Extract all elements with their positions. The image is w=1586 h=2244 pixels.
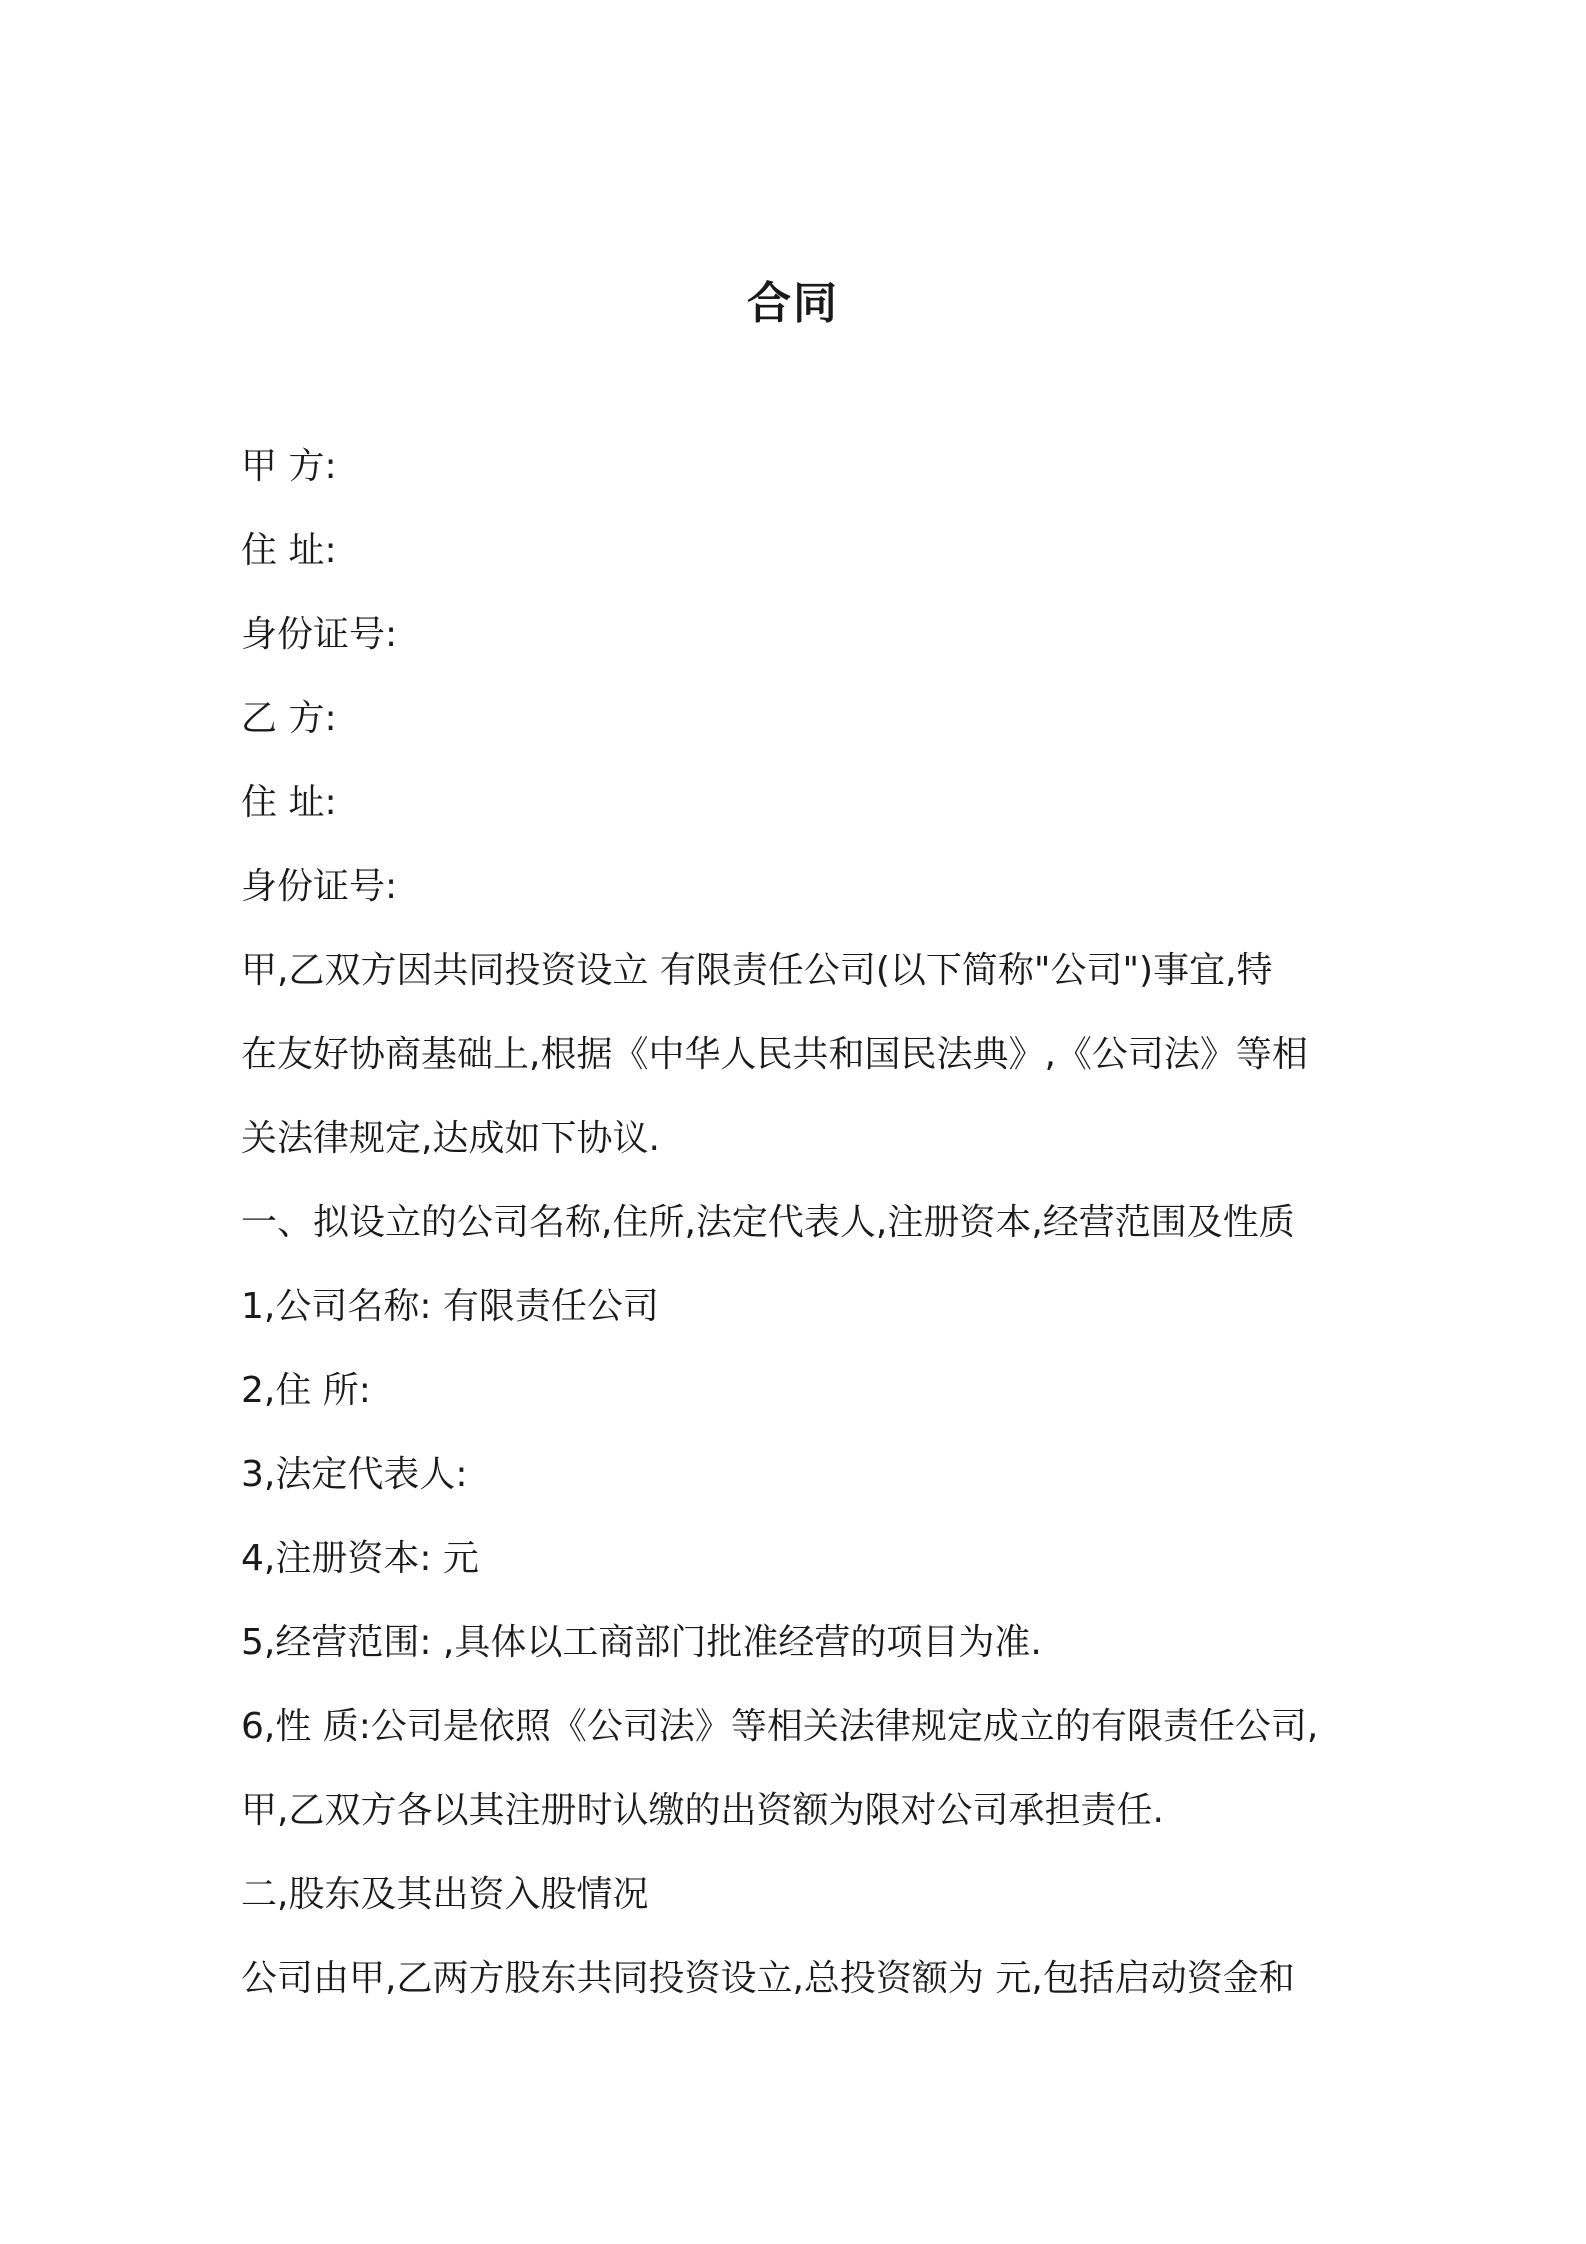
party-b-label: 乙 方: xyxy=(241,698,337,739)
party-b-id-label: 身份证号: xyxy=(241,866,398,907)
preamble-line-3: 关法律规定,达成如下协议. xyxy=(241,1118,660,1159)
party-a-id-label: 身份证号: xyxy=(241,614,398,655)
party-b-address-label: 住 址: xyxy=(241,782,337,823)
clause-legal-representative: 3,法定代表人: xyxy=(241,1454,468,1495)
preamble-line-1: 甲,乙双方因共同投资设立 有限责任公司(以下简称"公司")事宜,特 xyxy=(241,950,1273,991)
clause-nature-line-1: 6,性 质:公司是依照《公司法》等相关法律规定成立的有限责任公司, xyxy=(241,1706,1319,1747)
clause-registered-capital: 4,注册资本: 元 xyxy=(241,1538,479,1579)
section-2-paragraph-line-1: 公司由甲,乙两方股东共同投资设立,总投资额为 元,包括启动资金和 xyxy=(241,1958,1295,1999)
party-a-address-label: 住 址: xyxy=(241,530,337,571)
clause-nature-line-2: 甲,乙双方各以其注册时认缴的出资额为限对公司承担责任. xyxy=(241,1790,1164,1831)
section-2-heading: 二,股东及其出资入股情况 xyxy=(241,1874,649,1915)
document-body xyxy=(241,425,1351,2021)
clause-business-scope: 5,经营范围: ,具体以工商部门批准经营的项目为准. xyxy=(241,1622,1042,1663)
clause-address: 2,住 所: xyxy=(241,1370,371,1411)
party-a-label: 甲 方: xyxy=(241,446,337,487)
preamble-line-2: 在友好协商基础上,根据《中华人民共和国民法典》,《公司法》等相 xyxy=(241,1034,1308,1075)
section-1-heading: 一、拟设立的公司名称,住所,法定代表人,注册资本,经营范围及性质 xyxy=(241,1202,1295,1243)
clause-company-name: 1,公司名称: 有限责任公司 xyxy=(241,1286,659,1327)
document-title: 合同 xyxy=(747,278,839,329)
